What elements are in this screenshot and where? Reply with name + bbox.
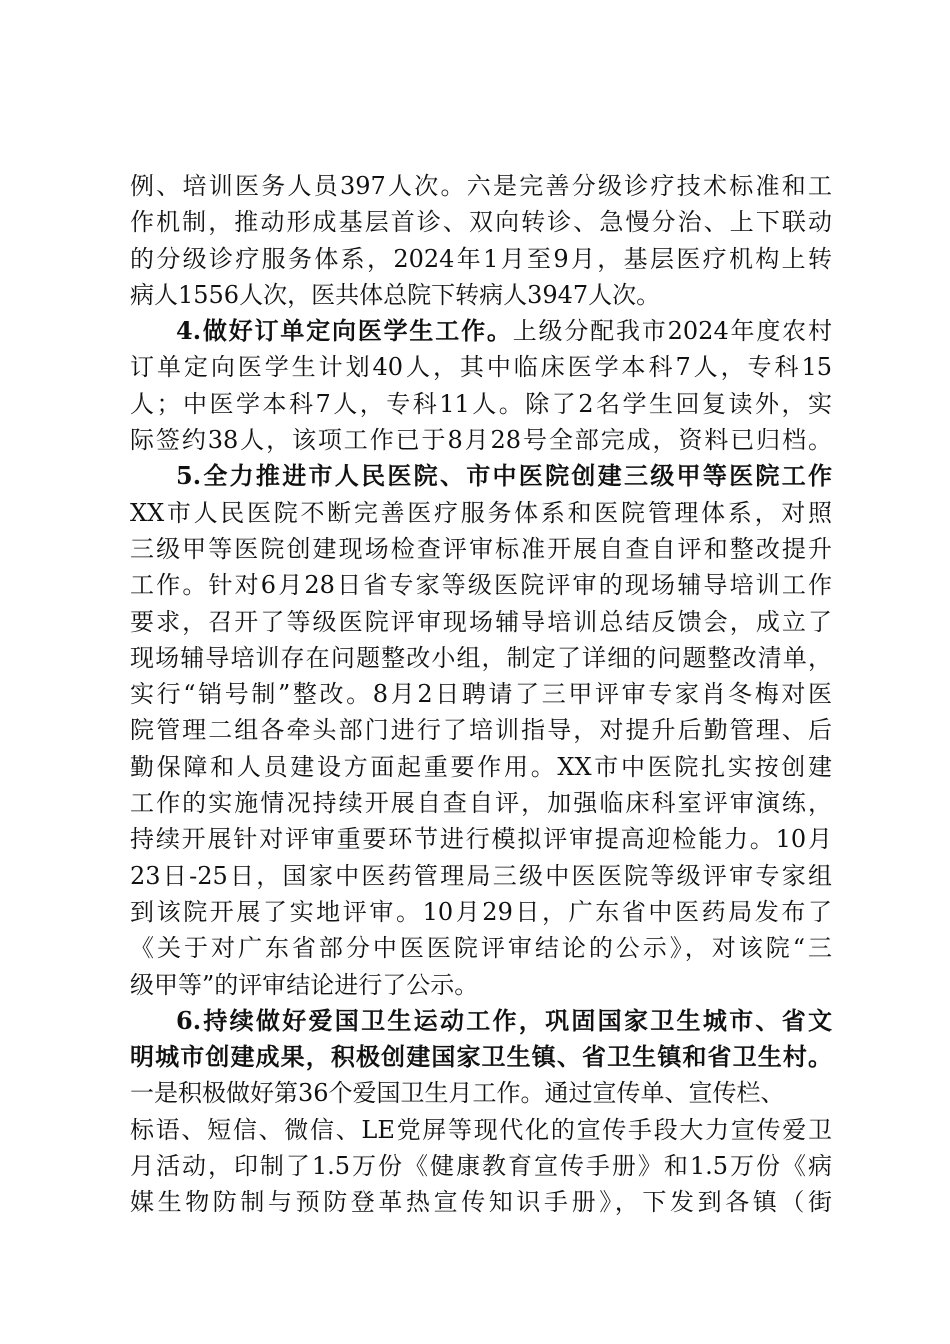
text-line: [130, 277, 832, 313]
bold-heading-text: 4.做好订单定向医学生工作。: [176, 316, 513, 346]
text-line: [130, 604, 832, 640]
text-line: [130, 567, 832, 603]
text-line: [130, 640, 832, 676]
text-line: [130, 1039, 832, 1075]
body-text: 的分级诊疗服务体系，2024年1月至9月，基层医疗机构上转: [130, 244, 832, 273]
body-text: 勤保障和人员建设方面起重要作用。XX市中医院扎实按创建: [130, 752, 832, 781]
body-text: 实行“销号制”整改。8月2日聘请了三甲评审专家肖冬梅对医: [130, 680, 832, 709]
body-text: 持续开展针对评审重要环节进行模拟评审提高迎检能力。10月: [130, 825, 832, 854]
bold-heading-text: 6.持续做好爱国卫生运动工作，巩固国家卫生城市、省文: [176, 1005, 832, 1035]
body-text: 院管理二组各牵头部门进行了培训指导，对提升后勤管理、后: [130, 716, 832, 745]
body-text: XX市人民医院不断完善医疗服务体系和医院管理体系，对照: [130, 498, 832, 527]
text-line: [130, 1075, 832, 1111]
text-line: [130, 531, 832, 567]
document-body: [130, 168, 832, 1221]
text-line: [130, 1112, 832, 1148]
text-line: [130, 930, 832, 966]
body-text: 工作。针对6月28日省专家等级医院评审的现场辅导培训工作: [130, 571, 832, 600]
body-text: 例、培训医务人员397人次。六是完善分级诊疗技术标准和工: [130, 172, 832, 200]
text-line: [130, 458, 832, 494]
text-line: [130, 313, 832, 349]
text-line: [130, 894, 832, 930]
text-line: [130, 785, 832, 821]
text-line: [130, 204, 832, 240]
body-text: 现场辅导培训存在问题整改小组，制定了详细的问题整改清单，: [130, 643, 832, 672]
text-line: [130, 749, 832, 785]
body-text: 到该院开展了实地评审。10月29日，广东省中医药局发布了: [130, 897, 832, 926]
text-line: [130, 168, 832, 204]
text-line: [130, 1003, 832, 1039]
bold-heading-text: 明城市创建成果，积极创建国家卫生镇、省卫生镇和省卫生村。: [130, 1042, 832, 1072]
text-line: [130, 422, 832, 458]
text-line: [130, 967, 832, 1003]
body-text: 病人1556人次，医共体总院下转病人3947人次。: [130, 280, 661, 309]
body-text: 订单定向医学生计划40人，其中临床医学本科7人，专科15: [130, 353, 832, 382]
body-text: 作机制，推动形成基层首诊、双向转诊、急慢分治、上下联动: [130, 208, 832, 237]
body-text: 工作的实施情况持续开展自查自评，加强临床科室评审演练，: [130, 789, 832, 818]
body-text: 一是积极做好第36个爱国卫生月工作。通过宣传单、宣传栏、: [130, 1079, 785, 1108]
body-text: 《关于对广东省部分中医医院评审结论的公示》，对该院“三: [130, 934, 832, 963]
body-text: 人；中医学本科7人，专科11人。除了2名学生回复读外，实: [130, 389, 832, 418]
body-text: 月活动，印制了1.5万份《健康教育宣传手册》和1.5万份《病: [130, 1152, 832, 1181]
body-text: 三级甲等医院创建现场检查评审标准开展自查自评和整改提升: [130, 534, 832, 563]
text-line: [130, 349, 832, 385]
text-line: [130, 858, 832, 894]
text-line: [130, 712, 832, 748]
body-text: 媒生物防制与预防登革热宣传知识手册》，下发到各镇（街: [130, 1188, 832, 1217]
body-text: 上级分配我市2024年度农村: [512, 317, 832, 346]
body-text: 23日-25日，国家中医药管理局三级中医医院等级评审专家组: [130, 861, 832, 890]
text-line: [130, 1148, 832, 1184]
text-line: [130, 241, 832, 277]
text-line: [130, 495, 832, 531]
bold-heading-text: 5.全力推进市人民医院、市中医院创建三级甲等医院工作: [176, 461, 832, 491]
body-text: 际签约38人，该项工作已于8月28号全部完成，资料已归档。: [130, 426, 832, 455]
text-line: [130, 386, 832, 422]
body-text: 标语、短信、微信、LE党屏等现代化的宣传手段大力宣传爱卫: [130, 1115, 832, 1144]
body-text: 级甲等”的评审结论进行了公示。: [130, 970, 479, 999]
text-line: [130, 676, 832, 712]
text-line: [130, 821, 832, 857]
body-text: 要求，召开了等级医院评审现场辅导培训总结反馈会，成立了: [130, 607, 832, 636]
text-line: [130, 1184, 832, 1220]
